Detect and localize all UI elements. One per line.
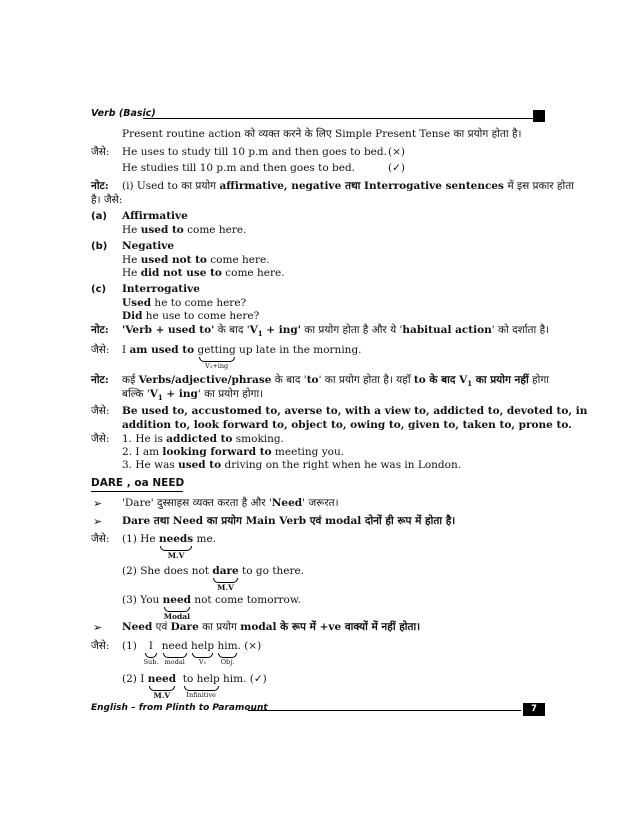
section-rule: [91, 491, 183, 492]
annotated-word: dare M.V: [212, 565, 239, 592]
label-jaise: जैसे:: [91, 405, 110, 417]
label-note: नोट:: [91, 374, 109, 386]
label-jaise: जैसे:: [91, 640, 110, 652]
page-number: 7: [523, 703, 545, 716]
footer-title: English – from Plinth to Paramount: [91, 703, 268, 713]
heading-affirmative: Affirmative: [122, 210, 188, 222]
heading-negative: Negative: [122, 240, 175, 252]
phrase-list: Be used to, accustomed to, averse to, with a view to, addicted to, devoted to, in: [122, 405, 588, 417]
label-jaise: जैसे:: [91, 344, 110, 356]
phrase-list-cont: addition to, look forward to, object to, owing to, given to, taken to, prone to.: [122, 419, 572, 431]
header-rule: [143, 118, 533, 119]
example-line: Used he to come here?: [122, 297, 247, 309]
label-note: नोट:: [91, 180, 109, 192]
bullet-line: 'Dare' दुस्साहस व्यक्त करता है और 'Need' जरूरत।: [122, 497, 339, 509]
example-line: Did he use to come here?: [122, 310, 260, 322]
bullet-line: Need एवं Dare का प्रयोग modal के रूप में +ve वाक्यों में नहीं होता।: [122, 621, 421, 633]
example-line: He used to come here.: [122, 224, 247, 236]
annotated-word: help V₁: [191, 640, 215, 666]
example-line: (3) You need Modal not come tomorrow.: [122, 594, 301, 621]
label-note: नोट:: [91, 324, 109, 336]
running-footer: [91, 703, 545, 717]
label-jaise: जैसे:: [91, 146, 110, 158]
example-line: He used not to come here.: [122, 254, 270, 266]
example-line: (2) I need M.V to help Infinitive him. (✓): [122, 673, 267, 700]
heading-interrogative: Interrogative: [122, 283, 200, 295]
example-wrong: He uses to study till 10 p.m and then goes to bed. (×): [122, 146, 405, 158]
label-jaise: जैसे:: [91, 433, 110, 445]
annotated-word: needs M.V: [158, 533, 194, 560]
running-header: [91, 108, 545, 124]
annotated-word: need Modal: [162, 594, 192, 621]
annotated-word: getting V₁+ing: [197, 344, 236, 370]
text-line: Present routine action को व्यक्त करने के लिए Simple Present Tense का प्रयोग होता है।: [122, 128, 522, 140]
header-title: Verb (Basic): [91, 108, 156, 119]
example-line: I am used to getting V₁+ing up late in the morning.: [122, 344, 362, 370]
note-line: (i) Used to का प्रयोग affirmative, negative तथा Interrogative sentences में इस प्रकार होता: [122, 180, 574, 192]
footer-rule: [248, 710, 521, 711]
note-line: 'Verb + used to' के बाद '$V_1 + ing$' का प्रयोग होता है और ये 'habitual action' को दर्शाता है।: [122, 324, 550, 339]
example-line: (1) I Sub. need modal help V₁ him Obj. . (×): [122, 640, 262, 666]
example-line: (1) He needs M.V me.: [122, 533, 217, 560]
label-a: (a): [91, 211, 107, 222]
annotated-word: need modal: [161, 640, 188, 666]
annotated-word: need M.V: [147, 673, 177, 700]
arrow-bullet-icon: ➢: [93, 515, 103, 528]
example-line: He did not use to come here.: [122, 267, 285, 279]
label-jaise: जैसे:: [91, 533, 110, 545]
annotated-word: to help Infinitive: [182, 673, 220, 699]
arrow-bullet-icon: ➢: [93, 497, 103, 510]
example-right: He studies till 10 p.m and then goes to bed. (✓): [122, 162, 405, 174]
header-marker: [533, 110, 545, 122]
arrow-bullet-icon: ➢: [93, 621, 103, 634]
numbered-example: 1. He is addicted to smoking.: [122, 433, 284, 445]
numbered-example: 2. I am looking forward to meeting you.: [122, 446, 345, 458]
note-line-cont: है। जैसे:: [91, 194, 123, 206]
example-line: (2) She does not dare M.V to go there.: [122, 565, 305, 592]
note-line: कई Verbs/adjective/phrase के बाद 'to' का प्रयोग होता है। यहाँ to के बाद $V_1$ का प्रयोग नहीं होगा: [122, 374, 549, 389]
label-c: (c): [91, 284, 107, 295]
annotated-word: him Obj.: [217, 640, 238, 666]
numbered-example: 3. He was used to driving on the right when he was in London.: [122, 459, 462, 471]
section-heading: DARE , oa NEED: [91, 477, 185, 489]
label-b: (b): [91, 241, 108, 252]
bullet-line: Dare तथा Need का प्रयोग Main Verb एवं modal दोनों ही रूप में होता है।: [122, 515, 456, 527]
annotated-word: I Sub.: [143, 640, 159, 666]
note-line-cont: बल्कि '$V_1 + ing$' का प्रयोग होगा।: [122, 388, 264, 403]
